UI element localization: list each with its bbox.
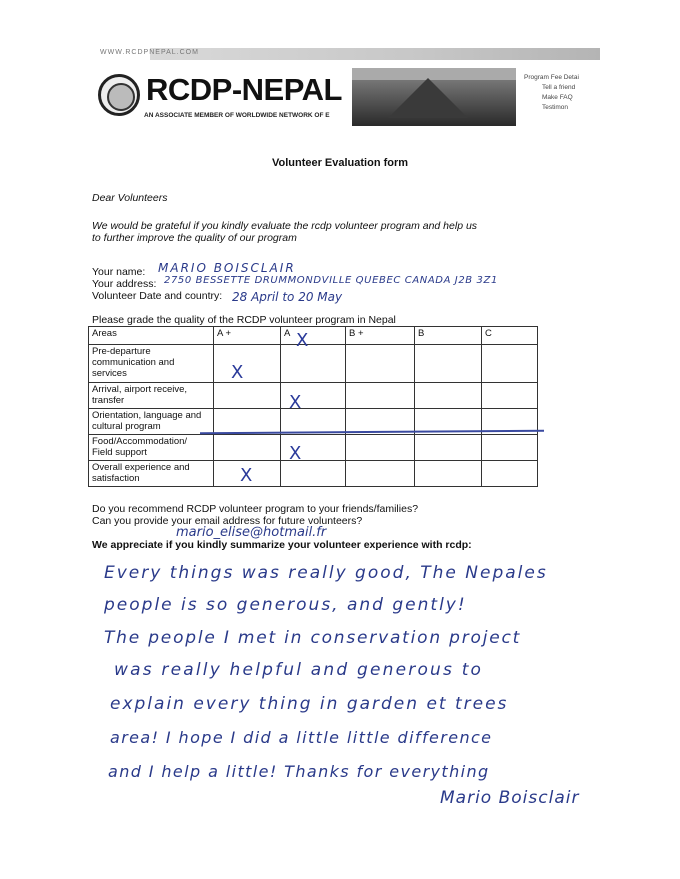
side-link: Program Fee Detai <box>524 74 579 81</box>
summary-line: and I help a little! Thanks for everything <box>108 762 490 781</box>
side-links <box>524 73 579 113</box>
name-label: Your name: <box>92 266 146 278</box>
brand-name: RCDP-NEPAL <box>146 72 342 107</box>
check-mark: X <box>289 392 302 413</box>
email-question: Can you provide your email address for future volunteers? <box>92 515 363 527</box>
area-cell: Orientation, language and cultural program <box>89 409 214 435</box>
summary-line: people is so generous, and gently! <box>104 595 467 615</box>
side-link: Testimon <box>542 104 569 111</box>
recommend-question: Do you recommend RCDP volunteer program to your friends/families? <box>92 503 419 515</box>
side-link: Make FAQ <box>542 94 573 101</box>
check-mark: X <box>296 330 309 351</box>
table-header: A <box>281 327 346 345</box>
check-mark: X <box>240 465 253 486</box>
email-value: mario_elise@hotmail.fr <box>176 525 327 540</box>
intro-line-2: to further improve the quality of our program <box>92 232 297 244</box>
table-row <box>89 435 538 461</box>
summary-line: explain every thing in garden et trees <box>110 694 509 714</box>
area-cell: Food/Accommodation/ Field support <box>89 435 214 461</box>
table-row <box>89 345 538 383</box>
summary-line: was really helpful and generous to <box>114 660 484 680</box>
form-title: Volunteer Evaluation form <box>271 157 409 169</box>
summary-line: area! I hope I did a little little difference <box>110 728 493 747</box>
banner-photo <box>352 68 516 126</box>
summary-question: We appreciate if you kindly summarize your volunteer experience with rcdp: <box>92 539 472 551</box>
intro-line-1: We would be grateful if you kindly evaluate the rcdp volunteer program and help us <box>92 220 478 232</box>
table-header: C <box>482 327 538 345</box>
address-label: Your address: <box>92 278 157 290</box>
area-cell: Overall experience and satisfaction <box>89 461 214 487</box>
table-header: A + <box>214 327 281 345</box>
brand-tagline: AN ASSOCIATE MEMBER OF WORLDWIDE NETWORK OF E <box>144 112 330 119</box>
area-cell: Pre-departure communication and services <box>89 345 214 383</box>
check-mark: X <box>231 362 244 383</box>
site-url: WWW.RCDPNEPAL.COM <box>100 49 199 56</box>
greeting: Dear Volunteers <box>92 192 168 204</box>
rcdp-logo-icon <box>98 74 140 116</box>
summary-line: Every things was really good, The Nepales <box>104 563 548 583</box>
table-row <box>89 461 538 487</box>
signature: Mario Boisclair <box>440 788 580 808</box>
summary-line: The people I met in conservation project <box>104 628 522 648</box>
date-value: 28 April to 20 May <box>232 290 343 304</box>
table-header: B <box>415 327 482 345</box>
grade-prompt: Please grade the quality of the RCDP volunteer program in Nepal <box>92 314 396 326</box>
address-value: 2750 BESSETTE DRUMMONDVILLE QUEBEC CANADA J2B 3Z1 <box>164 275 498 286</box>
table-header-row <box>89 327 538 345</box>
table-row <box>89 383 538 409</box>
area-cell: Arrival, airport receive, transfer <box>89 383 214 409</box>
name-value: MARIO BOISCLAIR <box>158 261 296 275</box>
date-label: Volunteer Date and country: <box>92 290 223 302</box>
table-header: B + <box>346 327 415 345</box>
side-link: Tell a friend <box>542 84 576 91</box>
grade-table <box>88 326 538 487</box>
header-bar <box>150 48 600 60</box>
check-mark: X <box>289 443 302 464</box>
table-header: Areas <box>89 327 214 345</box>
